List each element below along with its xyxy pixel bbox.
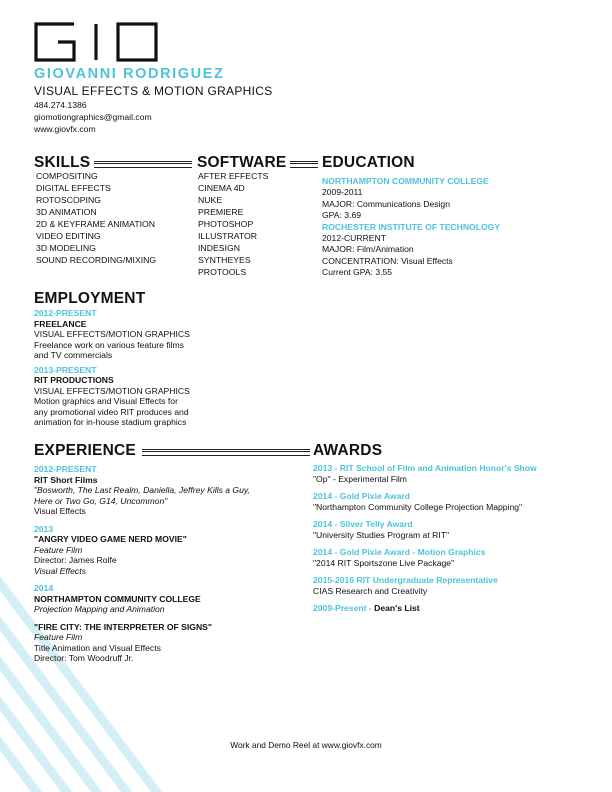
school-name: ROCHESTER INSTITUTE OF TECHNOLOGY <box>322 221 501 232</box>
experience-title: "FIRE CITY: THE INTERPRETER OF SIGNS" <box>34 621 212 632</box>
job-role: VISUAL EFFECTS/MOTION GRAPHICS <box>34 329 190 339</box>
experience-list <box>34 464 250 664</box>
list-item: VIDEO EDITING <box>36 231 101 241</box>
skills-list <box>36 170 156 266</box>
job-dates: 2013-PRESENT <box>34 364 97 375</box>
tagline: VISUAL EFFECTS & MOTION GRAPHICS <box>34 84 273 98</box>
award-desc: Dean's List <box>374 603 420 613</box>
software-heading: SOFTWARE <box>197 154 287 171</box>
list-item: ROTOSCOPING <box>36 195 102 205</box>
website[interactable]: www.giovfx.com <box>34 124 96 134</box>
list-item: PHOTOSHOP <box>198 219 254 229</box>
list-item: NUKE <box>198 195 223 205</box>
list-item: PREMIERE <box>198 207 244 217</box>
award-deans-list <box>313 603 537 614</box>
experience-detail: Feature Film <box>34 632 83 642</box>
list-item: COMPOSITING <box>36 171 98 181</box>
experience-detail: Visual Effects <box>34 565 86 576</box>
employment-list <box>34 308 190 428</box>
list-item: SOUND RECORDING/MIXING <box>36 255 157 265</box>
skills-rule <box>94 161 192 168</box>
software-rule <box>290 161 318 168</box>
award-desc: "Op" - Experimental Film <box>313 473 407 484</box>
list-item: 3D ANIMATION <box>36 207 97 217</box>
job-desc: animation for in-house stadium graphics <box>34 417 187 427</box>
experience-detail: Director: James Rolfe <box>34 555 117 565</box>
skills-heading: SKILLS <box>34 154 91 171</box>
school-gpa: Current GPA: 3.55 <box>322 267 393 278</box>
school-name: NORTHAMPTON COMMUNITY COLLEGE <box>322 176 489 186</box>
job-desc: and TV commercials <box>34 350 113 360</box>
experience-detail: "Bosworth, The Last Realm, Daniella, Jeffrey Kills a Guy, <box>34 485 250 495</box>
school-years: 2009-2011 <box>322 187 363 198</box>
experience-title: "ANGRY VIDEO GAME NERD MOVIE" <box>34 534 187 544</box>
experience-dates: 2013 <box>34 523 54 534</box>
list-item: DIGITAL EFFECTS <box>36 183 111 193</box>
award-desc: "2014 RIT Sportszone Live Package" <box>313 557 455 568</box>
experience-rule <box>142 449 310 456</box>
award-title: 2014 - Silver Telly Award <box>313 519 413 529</box>
experience-detail: Director: Tom Woodruff Jr. <box>34 653 134 663</box>
award-desc: "Northampton Community College Projection Mapping" <box>313 501 523 512</box>
job-company: RIT PRODUCTIONS <box>34 375 114 385</box>
experience-dates: 2014 <box>34 583 54 593</box>
phone: 484.274.1386 <box>34 100 87 110</box>
experience-detail: Projection Mapping and Animation <box>34 604 165 614</box>
school-major: MAJOR: Communications Design <box>322 198 450 209</box>
job-desc: any promotional video RIT produces and <box>34 406 189 417</box>
job-dates: 2012-PRESENT <box>34 308 97 318</box>
job-role: VISUAL EFFECTS/MOTION GRAPHICS <box>34 385 190 396</box>
job-desc: Freelance work on various feature films <box>34 339 184 350</box>
software-list <box>198 170 268 278</box>
list-item: ILLUSTRATOR <box>198 231 258 241</box>
education-heading: EDUCATION <box>322 154 415 171</box>
footer-demo-reel: Work and Demo Reel at www.giovfx.com <box>230 740 382 750</box>
award-title: 2014 - Gold Pixie Award - Motion Graphics <box>313 547 486 557</box>
school-concentration: CONCENTRATION: Visual Effects <box>322 255 453 266</box>
education-list <box>322 176 500 279</box>
experience-title: RIT Short Films <box>34 474 98 485</box>
award-desc: "University Studies Program at RIT" <box>313 529 450 540</box>
list-item: CINEMA 4D <box>198 183 245 193</box>
list-item: SYNTHEYES <box>198 255 251 265</box>
experience-detail: Visual Effects <box>34 506 86 516</box>
award-title: 2009-Present - <box>313 603 372 613</box>
full-name: GIOVANNI RODRIGUEZ <box>34 66 225 82</box>
employment-heading: EMPLOYMENT <box>34 290 146 307</box>
school-major: MAJOR: Film/Animation <box>322 244 414 255</box>
award-title: 2014 - Gold Pixie Award <box>313 491 410 501</box>
list-item: 2D & KEYFRAME ANIMATION <box>36 219 156 229</box>
experience-title: NORTHAMPTON COMMUNITY COLLEGE <box>34 593 201 604</box>
school-years: 2012-CURRENT <box>322 233 386 244</box>
experience-detail: Feature Film <box>34 544 83 555</box>
list-item: INDESIGN <box>198 243 240 253</box>
award-title: 2013 - RIT School of Film and Animation Honor's Show <box>313 463 537 473</box>
experience-detail: Title Animation and Visual Effects <box>34 642 161 653</box>
job-desc: Motion graphics and Visual Effects for <box>34 396 178 406</box>
award-desc: CIAS Research and Creativity <box>313 585 428 596</box>
awards-list <box>313 463 537 614</box>
email[interactable]: giomotiongraphics@gmail.com <box>34 112 152 122</box>
experience-detail: Here or Two Go, G14, Uncommon" <box>34 495 168 506</box>
list-item: 3D MODELING <box>36 243 96 253</box>
contact-info <box>34 99 152 135</box>
school-gpa: GPA: 3.69 <box>322 210 362 221</box>
gio-logo <box>34 22 158 62</box>
experience-dates: 2012-PRESENT <box>34 464 97 474</box>
list-item: AFTER EFFECTS <box>198 171 269 181</box>
awards-heading: AWARDS <box>313 442 383 459</box>
job-company: FREELANCE <box>34 318 87 329</box>
award-title: 2015-2016 RIT Undergraduate Representative <box>313 575 498 585</box>
experience-heading: EXPERIENCE <box>34 442 136 459</box>
list-item: PROTOOLS <box>198 267 247 277</box>
